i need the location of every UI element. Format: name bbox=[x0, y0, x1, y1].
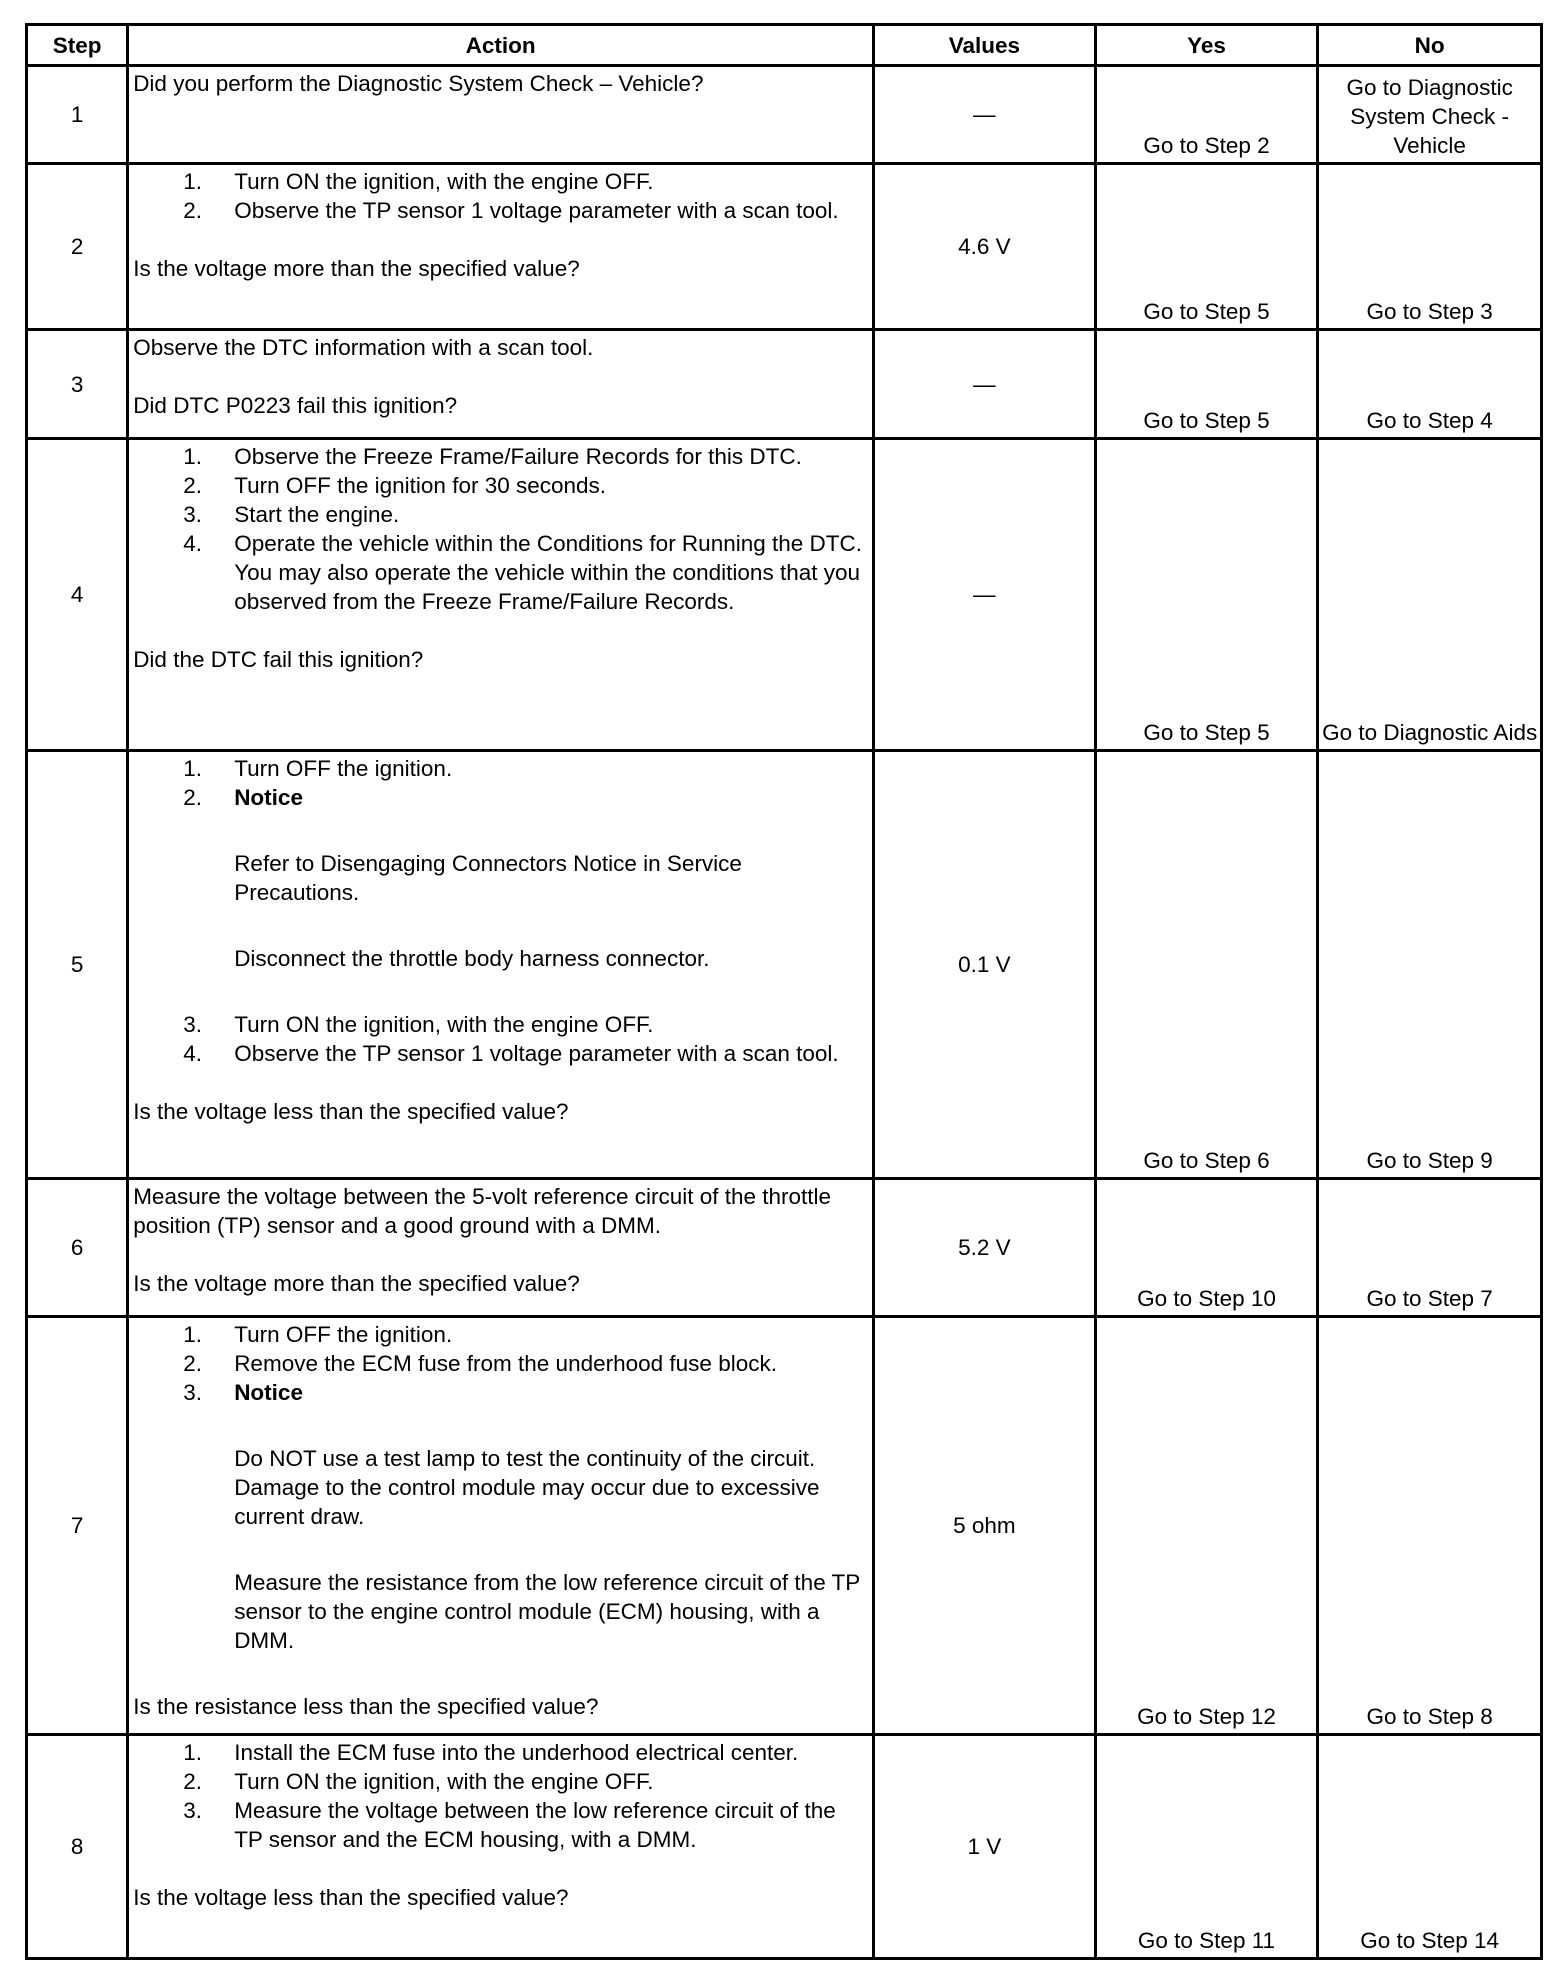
column-header-action: Action bbox=[128, 25, 874, 66]
list-item: 1. Turn ON the ignition, with the engine OFF. bbox=[183, 169, 654, 194]
list-item: 1. Turn OFF the ignition. bbox=[183, 1322, 453, 1347]
value-cell: 0.1 V bbox=[874, 751, 1096, 1179]
list-item: 3. Measure the voltage between the low reference circuit of the TP sensor and the ECM housing, with a DMM. bbox=[183, 1798, 836, 1852]
no-cell: Go to Step 3 bbox=[1318, 164, 1542, 330]
value-cell: 4.6 V bbox=[874, 164, 1096, 330]
table-row bbox=[27, 1317, 1542, 1735]
yes-cell: Go to Step 5 bbox=[1095, 330, 1318, 439]
notice-body: Refer to Disengaging Connectors Notice in Service Precautions. bbox=[234, 851, 742, 905]
action-question: Did the DTC fail this ignition? bbox=[133, 647, 424, 672]
action-cell bbox=[128, 751, 874, 1179]
no-cell: Go to Step 14 bbox=[1318, 1735, 1542, 1959]
step-number: 7 bbox=[27, 1317, 128, 1735]
list-item: 2. Remove the ECM fuse from the underhood fuse block. bbox=[183, 1351, 777, 1376]
table-row bbox=[27, 164, 1542, 330]
table-header-row bbox=[27, 25, 1542, 66]
yes-cell: Go to Step 11 bbox=[1095, 1735, 1318, 1959]
diagnostic-table bbox=[25, 23, 1543, 1960]
value-cell: 1 V bbox=[874, 1735, 1096, 1959]
step-number: 6 bbox=[27, 1179, 128, 1317]
action-cell bbox=[128, 164, 874, 330]
no-cell: Go to Diagnostic Aids bbox=[1318, 439, 1542, 751]
value-cell: — bbox=[874, 439, 1096, 751]
table-row bbox=[27, 330, 1542, 439]
value-cell: 5.2 V bbox=[874, 1179, 1096, 1317]
action-list bbox=[133, 754, 868, 1068]
list-item: 2. Turn ON the ignition, with the engine OFF. bbox=[183, 1769, 654, 1794]
yes-cell: Go to Step 2 bbox=[1095, 66, 1318, 164]
step-number: 5 bbox=[27, 751, 128, 1179]
action-cell bbox=[128, 66, 874, 164]
yes-cell: Go to Step 12 bbox=[1095, 1317, 1318, 1735]
notice-action: Measure the resistance from the low reference circuit of the TP sensor to the engine control module (ECM) housing, with a DMM. bbox=[234, 1570, 860, 1653]
no-cell: Go to Step 9 bbox=[1318, 751, 1542, 1179]
action-cell bbox=[128, 330, 874, 439]
notice-heading: Notice bbox=[234, 785, 303, 810]
value-cell: 5 ohm bbox=[874, 1317, 1096, 1735]
yes-cell: Go to Step 10 bbox=[1095, 1179, 1318, 1317]
no-cell: Go to Step 7 bbox=[1318, 1179, 1542, 1317]
list-item: 2. Observe the TP sensor 1 voltage parameter with a scan tool. bbox=[183, 198, 839, 223]
step-number: 1 bbox=[27, 66, 128, 164]
column-header-values: Values bbox=[874, 25, 1096, 66]
column-header-no: No bbox=[1318, 25, 1542, 66]
no-cell: Go to Diagnostic System Check - Vehicle bbox=[1318, 66, 1542, 164]
step-number: 3 bbox=[27, 330, 128, 439]
action-question: Is the voltage more than the specified value? bbox=[133, 1271, 580, 1296]
action-cell bbox=[128, 1317, 874, 1735]
yes-cell: Go to Step 5 bbox=[1095, 439, 1318, 751]
list-item: 4. Observe the TP sensor 1 voltage parameter with a scan tool. bbox=[183, 1041, 839, 1066]
action-text: Observe the DTC information with a scan tool. bbox=[133, 335, 594, 360]
table-row bbox=[27, 66, 1542, 164]
action-question: Is the voltage less than the specified value? bbox=[133, 1885, 569, 1910]
list-item: 2. Notice Refer to Disengaging Connectors Notice in Service Precautions. Disconnect the throttle body harness connector. bbox=[133, 783, 868, 1010]
no-cell: Go to Step 4 bbox=[1318, 330, 1542, 439]
notice-heading: Notice bbox=[234, 1380, 303, 1405]
list-item: 1. Observe the Freeze Frame/Failure Records for this DTC. bbox=[183, 444, 802, 469]
list-item: 1. Install the ECM fuse into the underhood electrical center. bbox=[183, 1740, 799, 1765]
action-cell bbox=[128, 1179, 874, 1317]
table-row bbox=[27, 1179, 1542, 1317]
table-row bbox=[27, 1735, 1542, 1959]
action-question: Is the voltage more than the specified value? bbox=[133, 256, 580, 281]
value-cell: — bbox=[874, 66, 1096, 164]
no-cell: Go to Step 8 bbox=[1318, 1317, 1542, 1735]
action-list bbox=[133, 167, 868, 225]
action-list bbox=[133, 1320, 868, 1655]
step-number: 8 bbox=[27, 1735, 128, 1959]
action-cell bbox=[128, 1735, 874, 1959]
action-question: Is the voltage less than the specified value? bbox=[133, 1099, 569, 1124]
action-question: Is the resistance less than the specified value? bbox=[133, 1694, 599, 1719]
value-cell: — bbox=[874, 330, 1096, 439]
notice-action: Disconnect the throttle body harness connector. bbox=[234, 946, 710, 971]
list-item: 4. Operate the vehicle within the Conditions for Running the DTC. You may also operate the vehicle within the conditions that you observed from the Freeze Frame/Failure Records. bbox=[183, 531, 863, 614]
yes-cell: Go to Step 5 bbox=[1095, 164, 1318, 330]
action-text: Did you perform the Diagnostic System Check – Vehicle? bbox=[133, 71, 704, 96]
action-list bbox=[133, 1738, 868, 1854]
action-cell bbox=[128, 439, 874, 751]
column-header-step: Step bbox=[27, 25, 128, 66]
notice-body: Do NOT use a test lamp to test the continuity of the circuit. Damage to the control module may occur due to excessive current draw. bbox=[234, 1446, 820, 1529]
action-list bbox=[133, 442, 868, 616]
list-item: 3. Start the engine. bbox=[183, 502, 400, 527]
column-header-yes: Yes bbox=[1095, 25, 1318, 66]
list-item: 3. Turn ON the ignition, with the engine OFF. bbox=[183, 1012, 654, 1037]
list-item: 2. Turn OFF the ignition for 30 seconds. bbox=[183, 473, 607, 498]
yes-cell: Go to Step 6 bbox=[1095, 751, 1318, 1179]
step-number: 4 bbox=[27, 439, 128, 751]
table-row bbox=[27, 751, 1542, 1179]
action-text: Measure the voltage between the 5-volt reference circuit of the throttle position (TP) sensor and a good ground with a DMM. bbox=[133, 1184, 832, 1238]
step-number: 2 bbox=[27, 164, 128, 330]
action-question: Did DTC P0223 fail this ignition? bbox=[133, 393, 458, 418]
table-row bbox=[27, 439, 1542, 751]
list-item: 3. Notice Do NOT use a test lamp to test the continuity of the circuit. Damage to the control module may occur due to excessive current draw. Measure the resistance from the low reference circuit of the TP sensor to the engine control module (ECM) housing, with a DMM. bbox=[133, 1378, 868, 1655]
list-item: 1. Turn OFF the ignition. bbox=[183, 756, 453, 781]
